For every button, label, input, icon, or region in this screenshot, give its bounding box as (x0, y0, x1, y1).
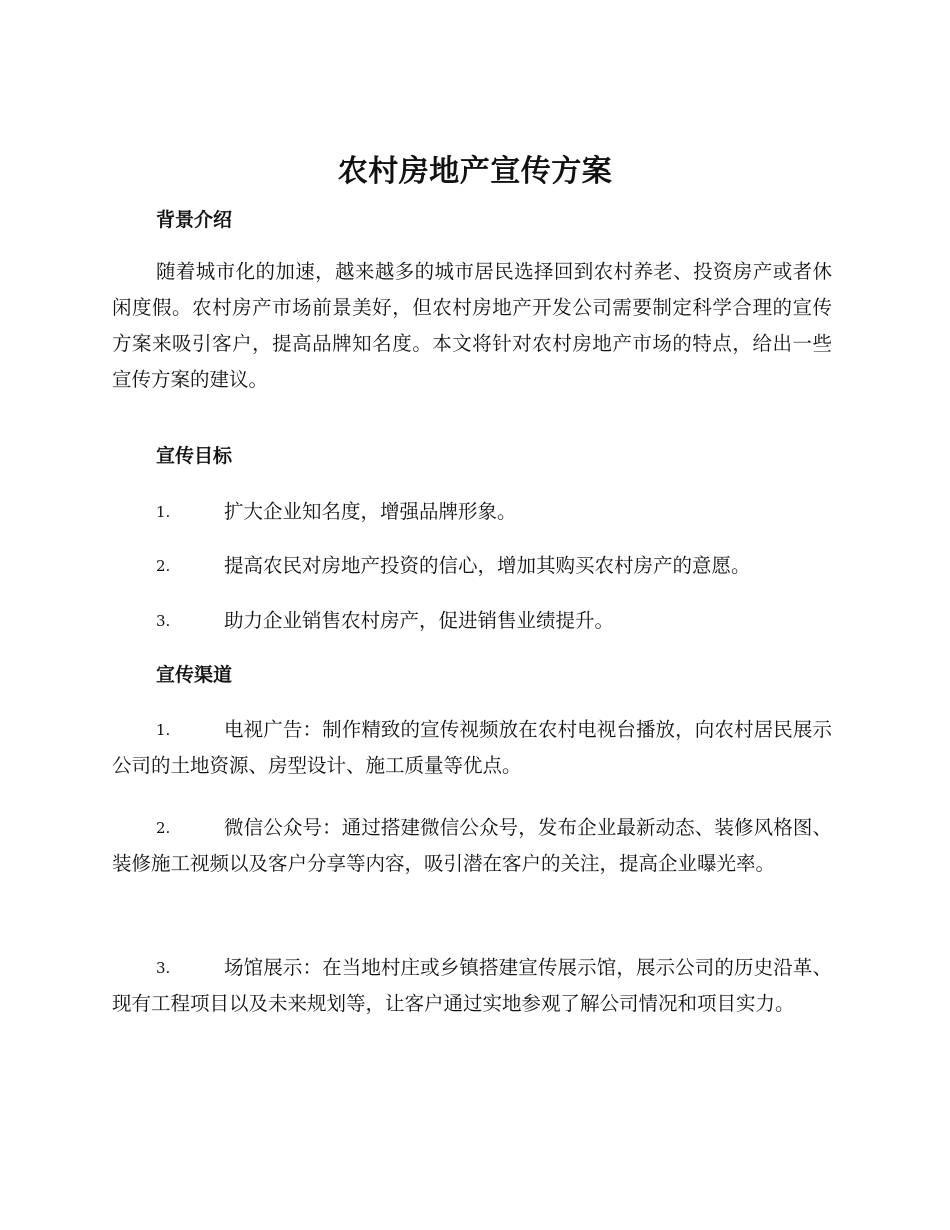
section-heading-background: 背景介绍 (156, 209, 233, 231)
channel-item-text: 电视广告：制作精致的宣传视频放在农村电视台播放，向农村居民展示公司的土地资源、房型设计、施工质量等优点。 (112, 718, 832, 777)
goal-item-number: 2. (156, 557, 171, 575)
section-heading-channels: 宣传渠道 (156, 664, 233, 686)
channel-item-number: 3. (156, 959, 171, 977)
channel-item-text: 微信公众号：通过搭建微信公众号，发布企业最新动态、装修风格图、装修施工视频以及客户分享等内容，吸引潜在客户的关注，提高企业曝光率。 (112, 816, 832, 875)
goal-item (112, 603, 832, 639)
channel-item-number: 1. (156, 721, 171, 739)
goal-item (112, 548, 832, 584)
goal-item-text: 提高农民对房地产投资的信心，增加其购买农村房产的意愿。 (224, 554, 751, 577)
channel-item (112, 950, 832, 1022)
goal-item (112, 494, 832, 530)
document-title: 农村房地产宣传方案 (337, 154, 613, 189)
channel-item (112, 712, 832, 784)
section-heading-goals: 宣传目标 (156, 445, 233, 467)
goal-item-text: 助力企业销售农村房产，促进销售业绩提升。 (224, 609, 615, 632)
channel-item (112, 810, 832, 882)
goal-item-number: 3. (156, 612, 171, 630)
goal-item-text: 扩大企业知名度，增强品牌形象。 (224, 500, 517, 523)
background-paragraph: 随着城市化的加速，越来越多的城市居民选择回到农村养老、投资房产或者休闲度假。农村房产市场前景美好，但农村房地产开发公司需要制定科学合理的宣传方案来吸引客户，提高品牌知名度。本文将针对农村房地产市场的特点，给出一些宣传方案的建议。 (112, 260, 832, 391)
channel-item-text: 场馆展示：在当地村庄或乡镇搭建宣传展示馆，展示公司的历史沿革、现有工程项目以及未来规划等，让客户通过实地参观了解公司情况和项目实力。 (112, 956, 832, 1015)
goal-item-number: 1. (156, 503, 171, 521)
channel-item-number: 2. (156, 819, 171, 837)
